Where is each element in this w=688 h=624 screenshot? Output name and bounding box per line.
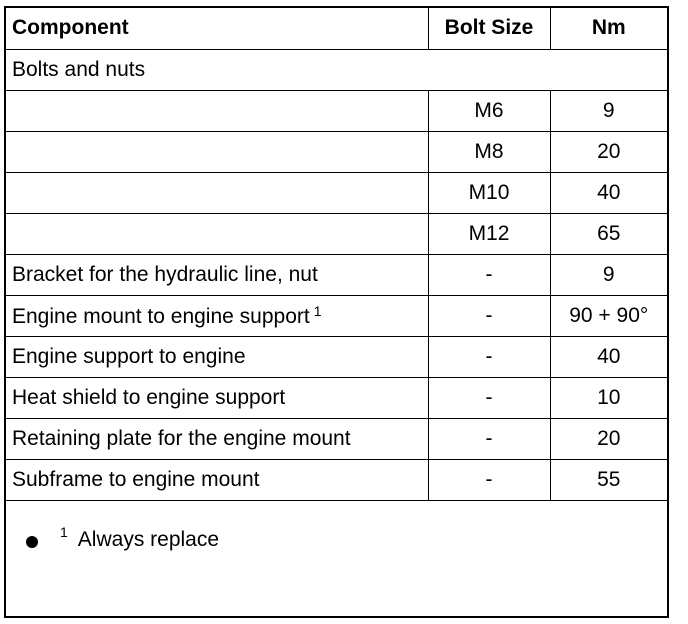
header-nm: Nm [550, 8, 667, 49]
component-label: Heat shield to engine support [12, 385, 286, 409]
header-component: Component [6, 8, 428, 49]
cell-nm: 20 [550, 418, 667, 459]
cell-bolt-size: M8 [428, 131, 550, 172]
component-label: Retaining plate for the engine mount [12, 426, 351, 450]
cell-bolt-size: - [428, 459, 550, 500]
component-label: Engine mount to engine support [12, 304, 310, 328]
section-row [6, 49, 667, 90]
table-row [6, 336, 667, 377]
table-row [6, 459, 667, 500]
component-label: Engine support to engine [12, 344, 246, 368]
footnotes [26, 524, 220, 552]
cell-component [6, 377, 428, 418]
cell-nm: 65 [550, 213, 667, 254]
cell-component [6, 295, 428, 336]
section-title: Bolts and nuts [6, 49, 667, 90]
component-label: Bracket for the hydraulic line, nut [12, 262, 318, 286]
table-row [6, 172, 667, 213]
cell-nm: 90 + 90° [550, 295, 667, 336]
footnote-text: Always replace [77, 528, 220, 551]
table-row [6, 254, 667, 295]
table-row [6, 295, 667, 336]
cell-component [6, 459, 428, 500]
torque-spec-frame [4, 6, 669, 618]
cell-nm: 40 [550, 172, 667, 213]
cell-bolt-size: - [428, 295, 550, 336]
cell-component [6, 254, 428, 295]
cell-bolt-size: - [428, 377, 550, 418]
table-row [6, 418, 667, 459]
cell-component [6, 131, 428, 172]
cell-component [6, 336, 428, 377]
cell-nm: 40 [550, 336, 667, 377]
cell-component [6, 213, 428, 254]
table-row [6, 131, 667, 172]
footnote-ref: 1 [313, 302, 322, 319]
cell-nm: 9 [550, 90, 667, 131]
cell-component [6, 418, 428, 459]
cell-bolt-size: - [428, 254, 550, 295]
cell-nm: 10 [550, 377, 667, 418]
cell-bolt-size: M12 [428, 213, 550, 254]
component-label: Subframe to engine mount [12, 467, 260, 491]
cell-bolt-size: - [428, 336, 550, 377]
footnote-mark: 1 [60, 524, 68, 540]
footnote-item [26, 524, 220, 552]
table-row [6, 90, 667, 131]
cell-nm: 20 [550, 131, 667, 172]
bullet-icon [26, 536, 38, 548]
cell-component [6, 90, 428, 131]
cell-nm: 55 [550, 459, 667, 500]
header-bolt-size: Bolt Size [428, 8, 550, 49]
table-row [6, 377, 667, 418]
cell-bolt-size: - [428, 418, 550, 459]
table-header-row [6, 8, 667, 49]
cell-component [6, 172, 428, 213]
torque-spec-table [6, 8, 667, 501]
table-row [6, 213, 667, 254]
cell-nm: 9 [550, 254, 667, 295]
cell-bolt-size: M6 [428, 90, 550, 131]
cell-bolt-size: M10 [428, 172, 550, 213]
